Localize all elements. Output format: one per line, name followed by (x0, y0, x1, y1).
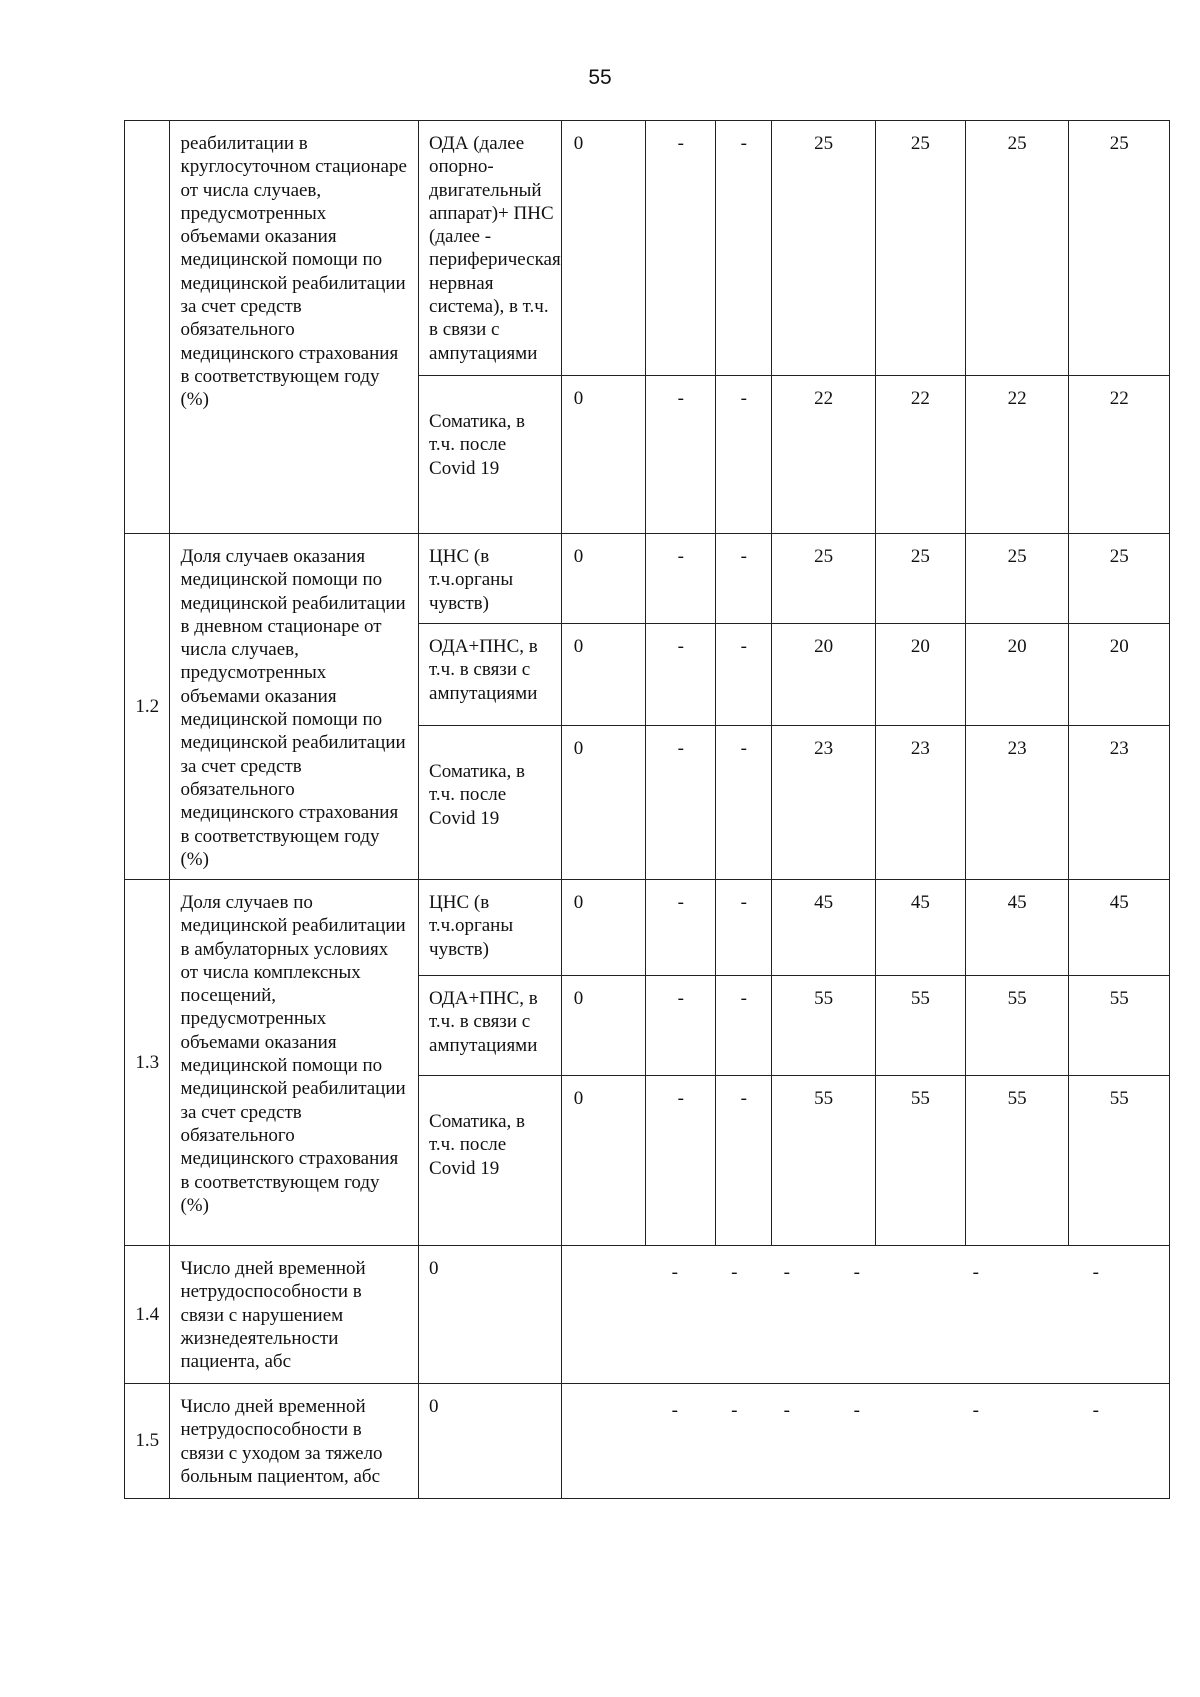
table-row (125, 1246, 1170, 1384)
indicator-name: Доля случаев оказания медицинской помощи по медицинской реабилитации в дневном стационаре от числа случаев, предусмотренных объемами оказания медицинской помощи по медицинской реабилитации за счет средств обязательного медицинского страхования в соответствующем году (%) (170, 534, 419, 880)
value-cell: 45 (772, 880, 876, 976)
value-cell: 20 (965, 624, 1069, 726)
value-cells (561, 1384, 1169, 1499)
table-row (125, 880, 1170, 976)
patient-group: Соматика, в т.ч. после Covid 19 (419, 726, 562, 880)
value-cell: 20 (772, 624, 876, 726)
value-cell: - (1092, 1400, 1099, 1421)
patient-group: ЦНС (в т.ч.органы чувств) (419, 534, 562, 624)
value-cell: - (671, 1262, 678, 1283)
value-cell: 25 (965, 534, 1069, 624)
value-cell: - (1092, 1262, 1099, 1283)
value-cell: - (853, 1400, 860, 1421)
value-cell: - (716, 726, 772, 880)
value-cells (561, 1246, 1169, 1384)
value-cell: 20 (1069, 624, 1170, 726)
patient-group: ОДА (далее опорно-двигательный аппарат)+ ПНС (далее - периферическая нервная система), в т.ч. в связи с ампутациями (419, 121, 562, 376)
value-cell: 22 (1069, 376, 1170, 534)
value-cell: 23 (875, 726, 965, 880)
value-cell: 55 (965, 1076, 1069, 1246)
indicator-name: Доля случаев по медицинской реабилитации в амбулаторных условиях от числа комплексных посещений, предусмотренных объемами оказания медицинской помощи по медицинской реабилитации за счет средств обязательного медицинского страхования в соответствующем году (%) (170, 880, 419, 1246)
row-number: 1.4 (125, 1246, 170, 1384)
value-cell: 23 (965, 726, 1069, 880)
value-cell: - (972, 1400, 979, 1421)
value-cell: - (972, 1262, 979, 1283)
patient-group: ОДА+ПНС, в т.ч. в связи с ампутациями (419, 976, 562, 1076)
value-cell: - (646, 121, 716, 376)
value-cell: 25 (772, 534, 876, 624)
value-cell: 23 (1069, 726, 1170, 880)
value-cell: 22 (875, 376, 965, 534)
row-number: 1.3 (125, 880, 170, 1246)
base-value: 0 (561, 624, 646, 726)
patient-group: Соматика, в т.ч. после Covid 19 (419, 1076, 562, 1246)
value-cell: 25 (772, 121, 876, 376)
value-cell: - (646, 624, 716, 726)
value-cell: 25 (1069, 121, 1170, 376)
value-cell: 20 (875, 624, 965, 726)
base-value: 0 (561, 376, 646, 534)
value-cell: - (646, 726, 716, 880)
value-cell: 45 (965, 880, 1069, 976)
value-cell: - (716, 121, 772, 376)
value-cell: - (646, 1076, 716, 1246)
base-value: 0 (561, 534, 646, 624)
value-cell: - (783, 1262, 790, 1283)
value-cell: - (716, 624, 772, 726)
value-cell: 23 (772, 726, 876, 880)
table-row (125, 1384, 1170, 1499)
value-cell: - (853, 1262, 860, 1283)
patient-group: ОДА+ПНС, в т.ч. в связи с ампутациями (419, 624, 562, 726)
row-number: 1.2 (125, 534, 170, 880)
value-cell: 45 (1069, 880, 1170, 976)
value-cell: - (716, 534, 772, 624)
value-cell: - (646, 880, 716, 976)
value-cell: - (646, 376, 716, 534)
indicator-name: реабилитации в круглосуточном стационаре от числа случаев, предусмотренных объемами оказания медицинской помощи по медицинской реабилитации за счет средств обязательного медицинского страхования в соответствующем году (%) (170, 121, 419, 534)
value-cell: - (716, 880, 772, 976)
patient-group: ЦНС (в т.ч.органы чувств) (419, 880, 562, 976)
value-cell: 25 (875, 534, 965, 624)
base-value: 0 (561, 121, 646, 376)
table-row (125, 121, 1170, 376)
value-cell: 55 (1069, 976, 1170, 1076)
value-cell: 25 (965, 121, 1069, 376)
value-cell: - (646, 534, 716, 624)
value-cell: 55 (875, 1076, 965, 1246)
value-cell: - (783, 1400, 790, 1421)
patient-group: Соматика, в т.ч. после Covid 19 (419, 376, 562, 534)
table-row (125, 534, 1170, 624)
value-cell: 25 (1069, 534, 1170, 624)
base-value: 0 (561, 726, 646, 880)
value-cell: - (671, 1400, 678, 1421)
indicator-name: Число дней временной нетрудоспособности в связи с уходом за тяжело больным пациентом, абс (170, 1384, 419, 1499)
indicators-table (124, 120, 1170, 1499)
base-value: 0 (419, 1246, 562, 1384)
value-cell: - (716, 976, 772, 1076)
base-value: 0 (561, 880, 646, 976)
value-cell: 55 (965, 976, 1069, 1076)
value-cell: 55 (772, 1076, 876, 1246)
indicator-name: Число дней временной нетрудоспособности в связи с нарушением жизнедеятельности пациента, абс (170, 1246, 419, 1384)
value-cell: - (646, 976, 716, 1076)
value-cell: - (716, 1076, 772, 1246)
page-number: 55 (588, 66, 612, 89)
base-value: 0 (419, 1384, 562, 1499)
value-cell: 55 (875, 976, 965, 1076)
row-number: 1.5 (125, 1384, 170, 1499)
value-cell: 25 (875, 121, 965, 376)
value-cell: - (716, 376, 772, 534)
value-cell: 55 (1069, 1076, 1170, 1246)
value-cell: 55 (772, 976, 876, 1076)
value-cell: 45 (875, 880, 965, 976)
value-cell: - (731, 1400, 738, 1421)
row-number (125, 121, 170, 534)
base-value: 0 (561, 976, 646, 1076)
value-cell: - (731, 1262, 738, 1283)
value-cell: 22 (965, 376, 1069, 534)
value-cell: 22 (772, 376, 876, 534)
base-value: 0 (561, 1076, 646, 1246)
